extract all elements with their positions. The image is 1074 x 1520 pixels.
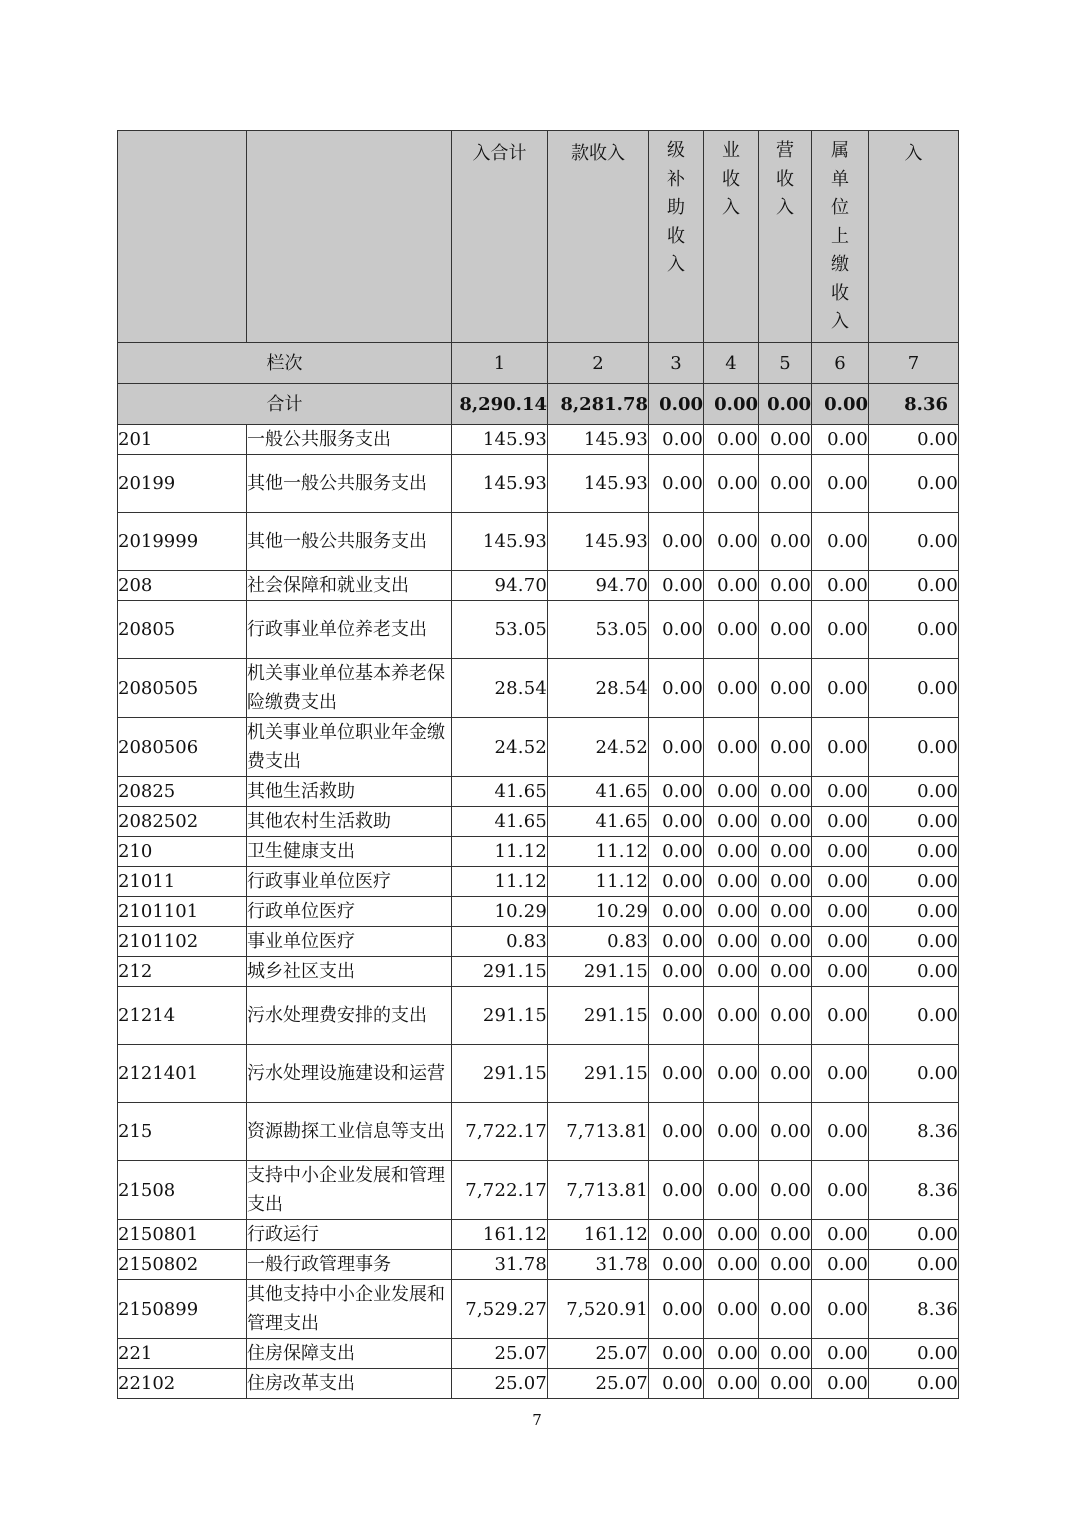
row-value: 0.00 <box>869 601 959 659</box>
row-value: 291.15 <box>548 987 649 1045</box>
row-value: 7,722.17 <box>452 1103 548 1161</box>
table-row <box>118 867 959 897</box>
row-value: 0.00 <box>704 1045 759 1103</box>
table-row <box>118 455 959 513</box>
row-value: 0.00 <box>869 777 959 807</box>
row-value: 0.00 <box>649 1161 704 1220</box>
row-value: 0.00 <box>704 1103 759 1161</box>
row-code: 2080505 <box>118 659 247 718</box>
row-value: 0.00 <box>649 867 704 897</box>
row-value: 0.00 <box>759 571 812 601</box>
row-name: 卫生健康支出 <box>247 837 452 867</box>
row-value: 28.54 <box>548 659 649 718</box>
row-value: 0.00 <box>812 1161 869 1220</box>
column-number: 6 <box>812 343 869 384</box>
row-value: 0.00 <box>704 425 759 455</box>
header-cell-operating-income: 营收入 <box>759 131 812 343</box>
row-value: 0.00 <box>869 1369 959 1399</box>
table-row <box>118 1369 959 1399</box>
column-number: 1 <box>452 343 548 384</box>
row-value: 11.12 <box>452 867 548 897</box>
row-value: 0.00 <box>649 1220 704 1250</box>
row-value: 7,713.81 <box>548 1103 649 1161</box>
row-value: 0.00 <box>812 807 869 837</box>
row-value: 0.00 <box>704 718 759 777</box>
row-value: 0.00 <box>812 1280 869 1339</box>
row-value: 0.00 <box>759 1250 812 1280</box>
row-value: 0.00 <box>812 957 869 987</box>
header-cell-total-income: 入合计 <box>452 131 548 343</box>
row-code: 21011 <box>118 867 247 897</box>
row-name: 住房改革支出 <box>247 1369 452 1399</box>
column-number: 7 <box>869 343 959 384</box>
row-code: 21508 <box>118 1161 247 1220</box>
row-name: 事业单位医疗 <box>247 927 452 957</box>
table-row <box>118 1250 959 1280</box>
row-value: 0.00 <box>869 455 959 513</box>
row-value: 0.83 <box>548 927 649 957</box>
row-value: 0.00 <box>812 571 869 601</box>
row-name: 支持中小企业发展和管理支出 <box>247 1161 452 1220</box>
row-value: 0.00 <box>759 1280 812 1339</box>
row-value: 0.00 <box>704 897 759 927</box>
row-value: 25.07 <box>452 1369 548 1399</box>
row-value: 0.00 <box>759 957 812 987</box>
row-value: 31.78 <box>452 1250 548 1280</box>
row-value: 0.00 <box>649 897 704 927</box>
total-label: 合计 <box>118 384 452 425</box>
row-value: 291.15 <box>548 1045 649 1103</box>
row-value: 0.00 <box>704 1220 759 1250</box>
row-value: 11.12 <box>548 837 649 867</box>
total-value: 8.36 <box>869 384 959 425</box>
row-value: 0.00 <box>649 1045 704 1103</box>
row-name: 其他农村生活救助 <box>247 807 452 837</box>
row-code: 2121401 <box>118 1045 247 1103</box>
table-row <box>118 1045 959 1103</box>
row-value: 0.00 <box>704 455 759 513</box>
row-value: 7,722.17 <box>452 1161 548 1220</box>
row-name: 行政运行 <box>247 1220 452 1250</box>
row-code: 215 <box>118 1103 247 1161</box>
row-value: 291.15 <box>452 957 548 987</box>
row-value: 8.36 <box>869 1280 959 1339</box>
row-value: 0.00 <box>649 455 704 513</box>
row-code: 221 <box>118 1339 247 1369</box>
row-name: 其他一般公共服务支出 <box>247 455 452 513</box>
row-value: 0.00 <box>649 777 704 807</box>
row-value: 0.00 <box>812 987 869 1045</box>
row-value: 0.00 <box>704 957 759 987</box>
row-value: 0.00 <box>812 1220 869 1250</box>
row-value: 0.00 <box>649 513 704 571</box>
table-row <box>118 837 959 867</box>
table-row <box>118 777 959 807</box>
table-row <box>118 425 959 455</box>
row-value: 11.12 <box>548 867 649 897</box>
row-code: 2150802 <box>118 1250 247 1280</box>
column-number: 5 <box>759 343 812 384</box>
row-value: 0.00 <box>704 601 759 659</box>
table-row <box>118 807 959 837</box>
row-value: 0.00 <box>869 897 959 927</box>
row-value: 0.00 <box>759 1103 812 1161</box>
row-name: 其他生活救助 <box>247 777 452 807</box>
row-value: 0.00 <box>704 1369 759 1399</box>
row-value: 0.00 <box>759 1339 812 1369</box>
row-name: 住房保障支出 <box>247 1339 452 1369</box>
row-value: 0.00 <box>869 1220 959 1250</box>
row-value: 0.00 <box>812 927 869 957</box>
table-row <box>118 1339 959 1369</box>
row-value: 0.00 <box>812 1250 869 1280</box>
row-value: 0.00 <box>812 1369 869 1399</box>
column-number: 3 <box>649 343 704 384</box>
row-value: 0.00 <box>869 571 959 601</box>
row-name: 行政单位医疗 <box>247 897 452 927</box>
row-value: 291.15 <box>548 957 649 987</box>
row-value: 0.00 <box>869 1045 959 1103</box>
row-value: 24.52 <box>452 718 548 777</box>
row-value: 0.00 <box>704 1339 759 1369</box>
row-name: 行政事业单位养老支出 <box>247 601 452 659</box>
row-value: 0.00 <box>759 1045 812 1103</box>
row-name: 一般行政管理事务 <box>247 1250 452 1280</box>
row-value: 53.05 <box>452 601 548 659</box>
header-cell-subsidy-income: 级补助收入 <box>649 131 704 343</box>
total-value: 0.00 <box>759 384 812 425</box>
row-value: 8.36 <box>869 1103 959 1161</box>
row-code: 22102 <box>118 1369 247 1399</box>
row-code: 21214 <box>118 987 247 1045</box>
total-value: 8,290.14 <box>452 384 548 425</box>
row-value: 0.00 <box>649 659 704 718</box>
row-value: 0.00 <box>704 867 759 897</box>
row-value: 94.70 <box>452 571 548 601</box>
row-value: 53.05 <box>548 601 649 659</box>
row-value: 0.00 <box>704 777 759 807</box>
column-number: 4 <box>704 343 759 384</box>
total-value: 8,281.78 <box>548 384 649 425</box>
row-value: 0.00 <box>812 897 869 927</box>
row-code: 210 <box>118 837 247 867</box>
row-value: 0.00 <box>649 601 704 659</box>
row-value: 0.00 <box>704 1161 759 1220</box>
table-row <box>118 571 959 601</box>
row-value: 0.00 <box>812 837 869 867</box>
row-value: 0.00 <box>649 425 704 455</box>
row-value: 0.00 <box>704 837 759 867</box>
row-value: 25.07 <box>548 1369 649 1399</box>
row-name: 污水处理费安排的支出 <box>247 987 452 1045</box>
row-value: 25.07 <box>548 1339 649 1369</box>
header-cell-name <box>247 131 452 343</box>
row-name: 一般公共服务支出 <box>247 425 452 455</box>
total-row <box>118 384 959 425</box>
row-code: 2150801 <box>118 1220 247 1250</box>
table-row <box>118 718 959 777</box>
row-value: 7,520.91 <box>548 1280 649 1339</box>
row-code: 20805 <box>118 601 247 659</box>
row-value: 94.70 <box>548 571 649 601</box>
header-column-number-row <box>118 343 959 384</box>
row-value: 0.00 <box>812 867 869 897</box>
total-value: 0.00 <box>649 384 704 425</box>
header-title-row <box>118 131 959 343</box>
row-value: 0.00 <box>704 571 759 601</box>
table-row <box>118 1280 959 1339</box>
row-name: 机关事业单位职业年金缴费支出 <box>247 718 452 777</box>
row-value: 0.00 <box>759 837 812 867</box>
row-value: 41.65 <box>548 807 649 837</box>
header-cell-business-income: 业收入 <box>704 131 759 343</box>
row-name: 其他支持中小企业发展和管理支出 <box>247 1280 452 1339</box>
total-value: 0.00 <box>812 384 869 425</box>
row-value: 0.00 <box>812 777 869 807</box>
row-code: 208 <box>118 571 247 601</box>
row-value: 7,529.27 <box>452 1280 548 1339</box>
row-value: 0.00 <box>812 1339 869 1369</box>
row-value: 10.29 <box>452 897 548 927</box>
page-number: 7 <box>532 1411 542 1429</box>
table-row <box>118 513 959 571</box>
row-value: 0.00 <box>704 987 759 1045</box>
column-number: 2 <box>548 343 649 384</box>
row-value: 0.00 <box>812 1103 869 1161</box>
row-value: 0.00 <box>759 807 812 837</box>
row-value: 0.00 <box>704 807 759 837</box>
row-value: 0.00 <box>649 1103 704 1161</box>
row-value: 0.00 <box>869 957 959 987</box>
row-value: 24.52 <box>548 718 649 777</box>
table-row <box>118 897 959 927</box>
row-value: 145.93 <box>548 425 649 455</box>
row-value: 161.12 <box>548 1220 649 1250</box>
row-value: 41.65 <box>548 777 649 807</box>
row-value: 0.00 <box>649 957 704 987</box>
row-value: 0.00 <box>869 837 959 867</box>
table-row <box>118 987 959 1045</box>
row-value: 145.93 <box>452 425 548 455</box>
row-value: 0.00 <box>869 987 959 1045</box>
row-value: 0.00 <box>869 1339 959 1369</box>
row-value: 0.00 <box>759 425 812 455</box>
row-value: 0.00 <box>869 807 959 837</box>
row-value: 0.00 <box>649 571 704 601</box>
row-value: 0.00 <box>869 927 959 957</box>
row-value: 0.00 <box>649 1280 704 1339</box>
row-value: 0.00 <box>812 601 869 659</box>
table-row <box>118 601 959 659</box>
row-code: 212 <box>118 957 247 987</box>
row-value: 0.00 <box>759 987 812 1045</box>
row-code: 2080506 <box>118 718 247 777</box>
row-value: 7,713.81 <box>548 1161 649 1220</box>
row-code: 2082502 <box>118 807 247 837</box>
row-value: 0.00 <box>759 455 812 513</box>
row-value: 0.00 <box>704 1280 759 1339</box>
budget-income-table <box>117 130 959 1399</box>
row-value: 0.00 <box>759 1369 812 1399</box>
row-value: 0.00 <box>812 425 869 455</box>
row-value: 0.00 <box>759 867 812 897</box>
row-value: 11.12 <box>452 837 548 867</box>
header-cell-other-income: 入 <box>869 131 959 343</box>
header-cell-affiliate-income: 属单位上缴收入 <box>812 131 869 343</box>
row-value: 10.29 <box>548 897 649 927</box>
table-row <box>118 1103 959 1161</box>
row-value: 0.00 <box>759 513 812 571</box>
row-value: 0.00 <box>812 718 869 777</box>
row-value: 145.93 <box>452 455 548 513</box>
row-value: 0.00 <box>869 425 959 455</box>
row-code: 2101102 <box>118 927 247 957</box>
row-code: 20199 <box>118 455 247 513</box>
row-value: 0.00 <box>759 659 812 718</box>
row-name: 城乡社区支出 <box>247 957 452 987</box>
row-value: 0.00 <box>759 897 812 927</box>
total-value: 0.00 <box>704 384 759 425</box>
row-name: 行政事业单位医疗 <box>247 867 452 897</box>
row-value: 291.15 <box>452 1045 548 1103</box>
row-value: 0.00 <box>649 1250 704 1280</box>
row-value: 0.00 <box>869 1250 959 1280</box>
table-row <box>118 927 959 957</box>
row-name: 机关事业单位基本养老保险缴费支出 <box>247 659 452 718</box>
row-value: 41.65 <box>452 807 548 837</box>
row-value: 0.00 <box>704 927 759 957</box>
row-value: 0.00 <box>649 1369 704 1399</box>
table-row <box>118 1220 959 1250</box>
row-value: 0.00 <box>812 513 869 571</box>
row-value: 31.78 <box>548 1250 649 1280</box>
row-value: 145.93 <box>548 455 649 513</box>
row-value: 0.00 <box>812 659 869 718</box>
row-value: 0.00 <box>869 513 959 571</box>
row-value: 0.00 <box>759 718 812 777</box>
row-value: 0.00 <box>704 1250 759 1280</box>
row-value: 291.15 <box>452 987 548 1045</box>
row-value: 0.00 <box>869 718 959 777</box>
row-value: 0.00 <box>759 1161 812 1220</box>
row-value: 0.00 <box>759 601 812 659</box>
row-name: 社会保障和就业支出 <box>247 571 452 601</box>
row-value: 0.00 <box>704 659 759 718</box>
row-value: 0.00 <box>649 927 704 957</box>
row-value: 8.36 <box>869 1161 959 1220</box>
row-name: 其他一般公共服务支出 <box>247 513 452 571</box>
row-value: 0.00 <box>759 777 812 807</box>
row-code: 2101101 <box>118 897 247 927</box>
header-cell-appropriation-income: 款收入 <box>548 131 649 343</box>
row-value: 145.93 <box>452 513 548 571</box>
row-value: 0.00 <box>649 807 704 837</box>
row-code: 2150899 <box>118 1280 247 1339</box>
header-cell-code <box>118 131 247 343</box>
row-value: 0.00 <box>812 455 869 513</box>
row-value: 0.00 <box>759 1220 812 1250</box>
row-name: 污水处理设施建设和运营 <box>247 1045 452 1103</box>
table-row <box>118 659 959 718</box>
table-row <box>118 957 959 987</box>
row-value: 0.00 <box>649 987 704 1045</box>
row-code: 201 <box>118 425 247 455</box>
row-value: 0.00 <box>869 659 959 718</box>
row-value: 28.54 <box>452 659 548 718</box>
table-row <box>118 1161 959 1220</box>
row-code: 20825 <box>118 777 247 807</box>
row-name: 资源勘探工业信息等支出 <box>247 1103 452 1161</box>
row-value: 161.12 <box>452 1220 548 1250</box>
row-value: 0.00 <box>704 513 759 571</box>
row-value: 0.00 <box>759 927 812 957</box>
row-value: 25.07 <box>452 1339 548 1369</box>
row-value: 0.00 <box>869 867 959 897</box>
row-value: 0.00 <box>649 718 704 777</box>
row-value: 0.00 <box>649 837 704 867</box>
row-code: 2019999 <box>118 513 247 571</box>
row-value: 0.00 <box>812 1045 869 1103</box>
row-value: 41.65 <box>452 777 548 807</box>
column-number-label: 栏次 <box>118 343 452 384</box>
row-value: 0.83 <box>452 927 548 957</box>
row-value: 0.00 <box>649 1339 704 1369</box>
row-value: 145.93 <box>548 513 649 571</box>
